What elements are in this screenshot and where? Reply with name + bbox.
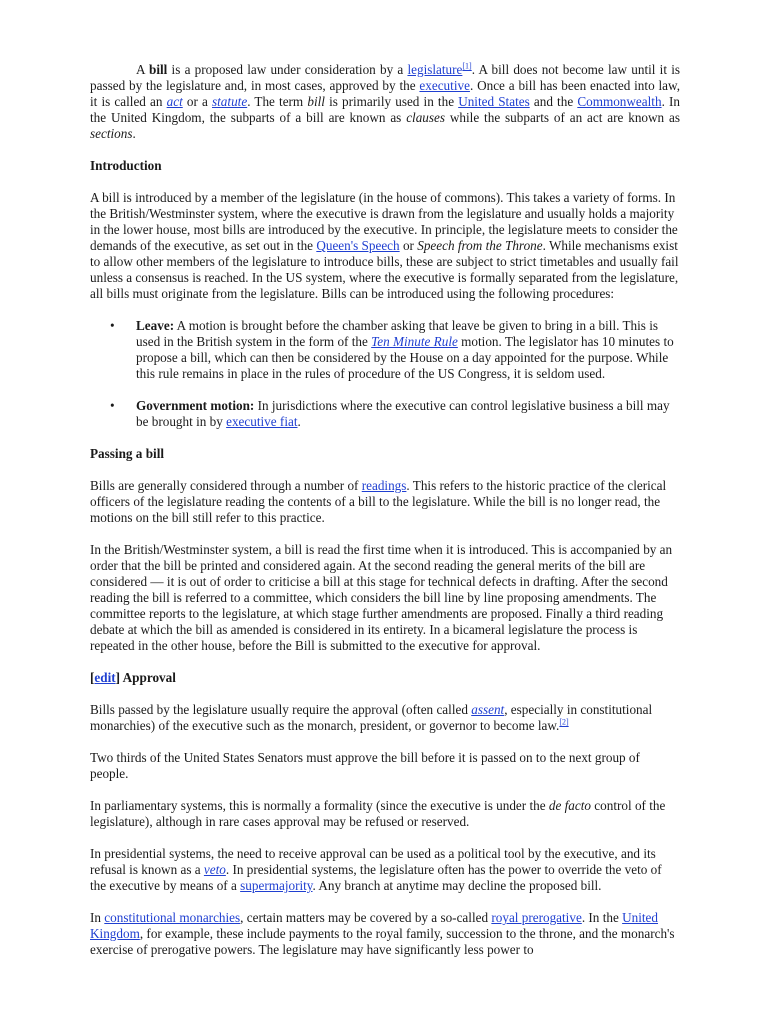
text: A <box>136 62 150 77</box>
footnote-link-2[interactable]: [2] <box>559 717 569 727</box>
text: motion. The legislator has 10 minutes to propose a bill, which can then be considered by the House on a day appointed for the purpose. While this rule remains in place in the rules of procedure of the US Congress, it is seldom used. <box>136 334 674 381</box>
parliamentary-paragraph <box>90 798 680 830</box>
link-supermajority[interactable]: supermajority <box>240 878 313 893</box>
link-executive[interactable]: executive <box>419 78 470 93</box>
text: , for example, these include payments to the royal family, succession to the throne, and the monarch's exercise of prerogative powers. The legislature may have significantly less power to <box>90 926 675 957</box>
text: In jurisdictions where the executive can control legislative business a bill may be brought in by <box>136 398 670 429</box>
list-item-leave <box>110 318 680 382</box>
italic-term: clauses <box>406 110 446 125</box>
text: In presidential systems, the need to receive approval can be used as a political tool by the executive, and its refusal is known as a <box>90 846 656 877</box>
section-heading-introduction: Introduction <box>90 158 162 173</box>
text: . This refers to the historic practice of the clerical officers of the legislature reading the contents of a bill to the legislature. While the bill is no longer read, the motions on the bill still refer to this practice. <box>90 478 667 525</box>
link-ten-minute-rule[interactable]: Ten Minute Rule <box>371 334 458 349</box>
text: , especially in constitutional monarchies) of the executive such as the monarch, president, or governor to become law. <box>90 702 653 733</box>
senators-paragraph: Two thirds of the United States Senators must approve the bill before it is passed on to the next group of people. <box>90 750 640 781</box>
intro-paragraph <box>90 62 680 142</box>
link-commonwealth[interactable]: Commonwealth <box>577 94 662 109</box>
link-queens-speech[interactable]: Queen's Speech <box>316 238 400 253</box>
text: . In the <box>581 910 623 925</box>
article-body <box>90 62 680 974</box>
link-assent[interactable]: assent <box>471 702 505 717</box>
link-executive-fiat[interactable]: executive fiat <box>226 414 298 429</box>
link-readings[interactable]: readings <box>361 478 407 493</box>
readings-paragraph <box>90 478 680 526</box>
text: Bills are generally considered through a number of <box>90 478 362 493</box>
text: In <box>90 910 105 925</box>
text: is a proposed law under consideration by a <box>167 62 408 77</box>
introduction-paragraph <box>90 190 680 302</box>
footnote-link-1[interactable]: [1] <box>462 61 472 71</box>
bullet-icon: • <box>110 318 115 333</box>
text: A bill is introduced by a member of the legislature (in the house of commons). This takes a variety of forms. In the British/Westminster system, where the executive is drawn from the legislature and usually holds a majority in the lower house, most bills are introduced by the executive. In principle, the legislature meets to consider the demands of the executive, as set out in the <box>90 190 678 253</box>
text: . <box>132 126 136 141</box>
approval-paragraph <box>90 702 680 734</box>
westminster-paragraph: In the British/Westminster system, a bill is read the first time when it is introduced. This is accompanied by an order that the bill be printed and considered again. At the second reading the general merits of the bill are considered — it is out of order to criticise a bill at this stage for technical defects in drafting. After the second reading the bill is referred to a committee, which considers the bill line by line proposing amendments. The committee reports to the legislature, at which stage further amendments are proposed. Finally a third reading debate at which the bill as amended is considered in its entirety. In a bicameral legislature the process is repeated in the other house, before the Bill is submitted to the executive for approval. <box>90 542 673 653</box>
link-legislature[interactable]: legislature <box>407 62 463 77</box>
text: or <box>399 238 418 253</box>
heading-title: Approval <box>120 670 176 685</box>
text: . Once a bill has been enacted into law, it is called an <box>90 78 680 109</box>
bold-term: Leave: <box>136 318 175 333</box>
bracket: [ <box>90 670 95 685</box>
monarchies-paragraph <box>90 910 680 958</box>
text: . In the United Kingdom, the subparts of a bill are known as <box>90 94 680 125</box>
text: . A bill does not become law until it is passed by the legislature and, in most cases, approved by the <box>90 62 680 93</box>
text: A motion is brought before the chamber asking that leave be given to bring in a bill. This is used in the British system in the form of the <box>136 318 659 349</box>
text: . Any branch at anytime may decline the proposed bill. <box>312 878 602 893</box>
text: while the subparts of an act are known as <box>445 110 681 125</box>
italic-term: sections <box>90 126 133 141</box>
link-veto[interactable]: veto <box>203 862 226 877</box>
link-united-kingdom[interactable]: United Kingdom <box>90 910 659 941</box>
bold-term: Government motion: <box>136 398 255 413</box>
section-heading-approval <box>90 670 680 686</box>
bracket: ] <box>115 670 121 685</box>
text: In parliamentary systems, this is normally a formality (since the executive is under the <box>90 798 549 813</box>
text: . The term <box>247 94 308 109</box>
link-constitutional-monarchies[interactable]: constitutional monarchies <box>104 910 241 925</box>
link-act[interactable]: act <box>166 94 183 109</box>
text: . <box>297 414 301 429</box>
italic-term: de facto <box>548 798 591 813</box>
edit-link[interactable]: edit <box>94 670 116 685</box>
text: , certain matters may be covered by a so-called <box>240 910 492 925</box>
section-heading-passing-a-bill: Passing a bill <box>90 446 165 461</box>
text: . While mechanisms exist to allow other members of the legislature to introduce bills, these are subject to strict timetables and usually fail unless a consensus is reached. In the US system, where the executive is formally separated from the legislature, all bills must originate from the legislature. Bills can be introduced using the following procedures: <box>90 238 679 301</box>
link-united-states[interactable]: United States <box>458 94 530 109</box>
text: Bills passed by the legislature usually require the approval (often called <box>90 702 472 717</box>
bullet-icon: • <box>110 398 115 413</box>
list-item-government-motion <box>110 398 680 430</box>
link-statute[interactable]: statute <box>212 94 248 109</box>
text: and the <box>529 94 578 109</box>
italic-term: Speech from the Throne <box>417 238 543 253</box>
bold-term: bill <box>149 62 168 77</box>
procedures-list <box>90 318 680 430</box>
link-royal-prerogative[interactable]: royal prerogative <box>491 910 582 925</box>
text: is primarily used in the <box>324 94 459 109</box>
text: control of the legislature), although in rare cases approval may be refused or reserved. <box>90 798 666 829</box>
text: or a <box>182 94 213 109</box>
italic-term: bill <box>307 94 325 109</box>
text: . In presidential systems, the legislature often has the power to override the veto of the executive by means of a <box>90 862 662 893</box>
presidential-paragraph <box>90 846 680 894</box>
